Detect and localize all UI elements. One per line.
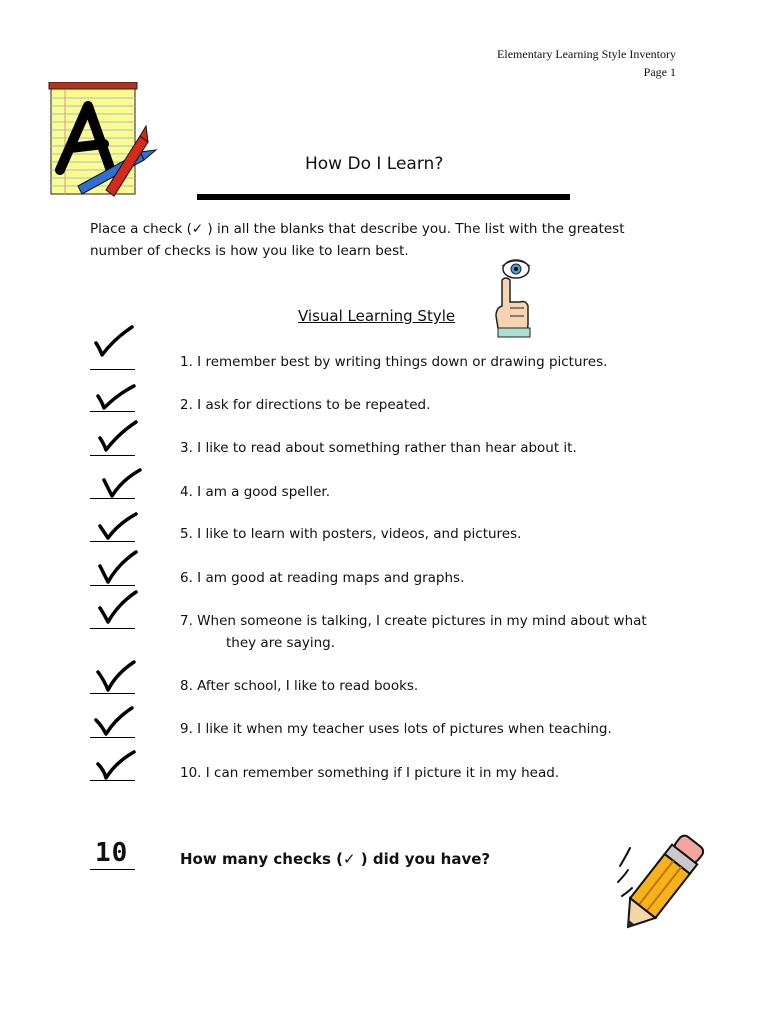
list-item-7-line-2: they are saying. [226, 635, 336, 651]
check-blank-1[interactable] [90, 369, 135, 370]
handwritten-check-icon [92, 750, 140, 782]
handwritten-check-icon [92, 466, 144, 500]
list-item-2: 2. I ask for directions to be repeated. [180, 397, 431, 413]
list-item-5: 5. I like to learn with posters, videos, and pictures. [180, 526, 522, 542]
title-divider [197, 194, 570, 200]
handwritten-check-icon [92, 660, 140, 694]
list-item-1: 1. I remember best by writing things down or drawing pictures. [180, 354, 608, 370]
handwritten-check-icon [92, 420, 140, 454]
list-item-10: 10. I can remember something if I picture it in my head. [180, 765, 560, 781]
header-page-number: Page 1 [643, 65, 676, 79]
total-blank[interactable] [90, 869, 135, 870]
handwritten-check-icon [92, 382, 140, 412]
check-count: 10 [95, 838, 129, 868]
letter-a-notepad-icon [48, 82, 163, 197]
list-item-6: 6. I am good at reading maps and graphs. [180, 570, 465, 586]
list-item-9: 9. I like it when my teacher uses lots of pictures when teaching. [180, 721, 612, 737]
list-item-7 [180, 610, 647, 654]
list-item-8: 8. After school, I like to read books. [180, 678, 419, 694]
handwritten-check-icon [92, 510, 140, 542]
page-title: How Do I Learn? [305, 154, 444, 174]
eye-finger-icon [488, 256, 538, 338]
list-item-3: 3. I like to read about something rather than hear about it. [180, 440, 577, 456]
list-item-7-line-1: 7. When someone is talking, I create pictures in my mind about what [180, 613, 647, 629]
instructions [90, 218, 690, 262]
section-title: Visual Learning Style [298, 307, 456, 325]
header-line1: Elementary Learning Style Inventory [497, 47, 676, 61]
handwritten-check-icon [92, 706, 140, 738]
handwritten-check-icon [92, 325, 140, 359]
instructions-line-1: Place a check (✓ ) in all the blanks that describe you. The list with the greatest [90, 221, 625, 237]
handwritten-check-icon [92, 590, 140, 626]
check-blank-3[interactable] [90, 455, 135, 456]
instructions-line-2: number of checks is how you like to learn best. [90, 243, 409, 259]
check-blank-7[interactable] [90, 628, 135, 629]
pencil-icon [612, 826, 708, 944]
total-question: How many checks (✓ ) did you have? [180, 850, 491, 868]
handwritten-check-icon [92, 550, 140, 586]
list-item-4: 4. I am a good speller. [180, 484, 330, 500]
